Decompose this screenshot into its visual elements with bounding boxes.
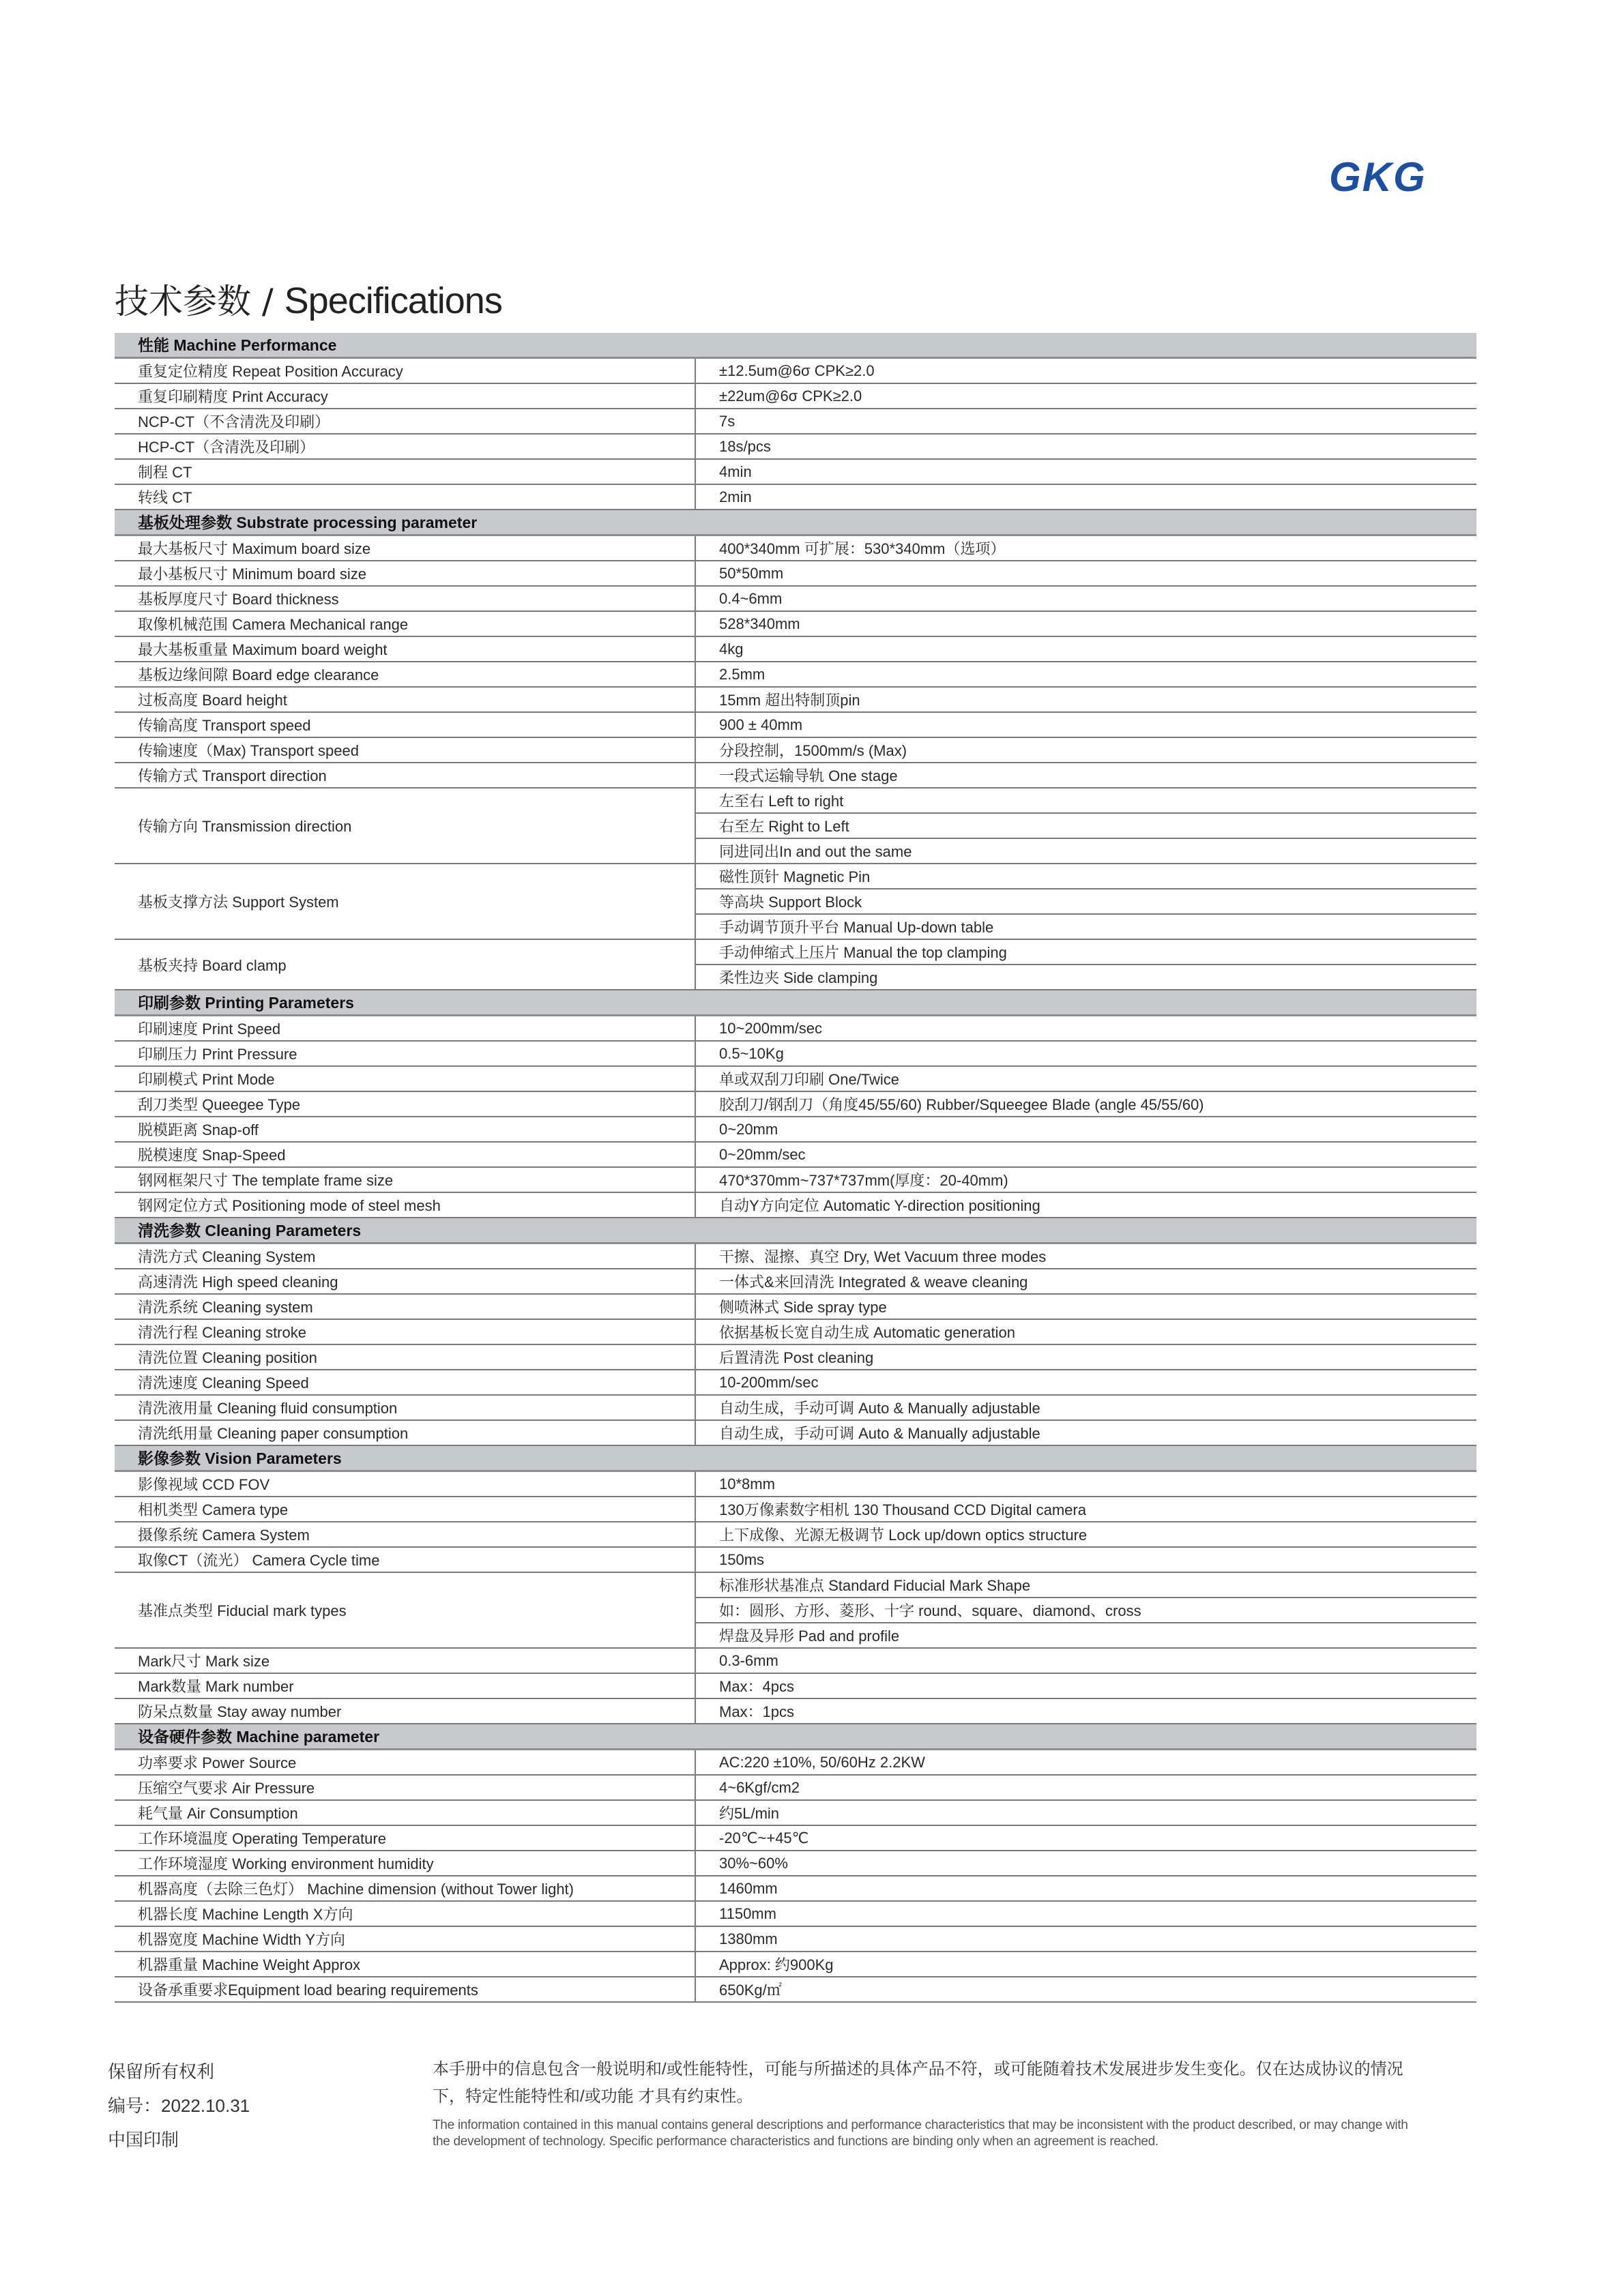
- spec-value: 1150mm: [696, 1902, 1476, 1927]
- section-header: 清洗参数 Cleaning Parameters: [115, 1218, 1476, 1244]
- spec-row: [115, 1320, 1476, 1345]
- spec-values: [696, 1193, 1476, 1218]
- spec-value: -20℃~+45℃: [696, 1826, 1476, 1851]
- spec-value: 0.3-6mm: [696, 1649, 1476, 1674]
- disclaimer-zh: 本手册中的信息包含一般说明和/或性能特性，可能与所描述的具体产品不符，或可能随着技术发展进步发生变化。仅在达成协议的情况下，特定性能特性和/或功能 才具有约束性。: [433, 2060, 1403, 2106]
- spec-label: 设备承重要求Equipment load bearing requirements: [115, 1977, 696, 2003]
- spec-values: [696, 1067, 1476, 1092]
- spec-label: 机器长度 Machine Length X方向: [115, 1902, 696, 1927]
- spec-value: 约5L/min: [696, 1801, 1476, 1826]
- footer-rights-line: 保留所有权利: [108, 2061, 215, 2082]
- spec-label: 印刷速度 Print Speed: [115, 1016, 696, 1042]
- spec-row: [115, 1952, 1476, 1977]
- footer-doc-number: 编号：2022.10.31: [108, 2095, 250, 2116]
- spec-value: 50*50mm: [696, 561, 1476, 587]
- spec-label: 清洗系统 Cleaning system: [115, 1295, 696, 1320]
- spec-values: [696, 763, 1476, 789]
- spec-values: [696, 1320, 1476, 1345]
- spec-label: 摄像系统 Camera System: [115, 1522, 696, 1548]
- spec-label: 相机类型 Camera type: [115, 1497, 696, 1522]
- section-header: 影像参数 Vision Parameters: [115, 1446, 1476, 1472]
- spec-values: [696, 1370, 1476, 1396]
- spec-row: [115, 485, 1476, 510]
- spec-row: [115, 1902, 1476, 1927]
- spec-value: ±12.5um@6σ CPK≥2.0: [696, 359, 1476, 384]
- spec-value: 10~200mm/sec: [696, 1016, 1476, 1042]
- spec-row: [115, 1674, 1476, 1699]
- spec-value: Max：1pcs: [696, 1699, 1476, 1724]
- footer-disclaimer: [433, 2056, 1415, 2150]
- spec-values: [696, 1016, 1476, 1042]
- spec-row: [115, 1522, 1476, 1548]
- spec-values: [696, 713, 1476, 738]
- spec-value: 干擦、湿擦、真空 Dry, Wet Vacuum three modes: [696, 1244, 1476, 1269]
- spec-value: 0.4~6mm: [696, 587, 1476, 612]
- spec-value: 1380mm: [696, 1927, 1476, 1952]
- spec-values: [696, 738, 1476, 763]
- spec-row: [115, 1269, 1476, 1295]
- spec-row: [115, 1345, 1476, 1370]
- spec-label: 制程 CT: [115, 460, 696, 485]
- spec-row: [115, 688, 1476, 713]
- spec-row: [115, 763, 1476, 789]
- spec-values: [696, 409, 1476, 435]
- spec-values: [696, 1851, 1476, 1876]
- spec-row: [115, 1042, 1476, 1067]
- spec-values: [696, 1143, 1476, 1168]
- spec-label: NCP-CT（不含清洗及印刷）: [115, 409, 696, 435]
- spec-value: 7s: [696, 409, 1476, 435]
- spec-value: 依据基板长宽自动生成 Automatic generation: [696, 1320, 1476, 1345]
- spec-row: [115, 1649, 1476, 1674]
- spec-values: [696, 1345, 1476, 1370]
- footer-printed-in: 中国印制: [108, 2130, 179, 2150]
- spec-row: [115, 738, 1476, 763]
- spec-label: 基板支撑方法 Support System: [115, 864, 696, 940]
- spec-label: 最小基板尺寸 Minimum board size: [115, 561, 696, 587]
- spec-value: 30%~60%: [696, 1851, 1476, 1876]
- spec-label: 最大基板尺寸 Maximum board size: [115, 536, 696, 561]
- spec-label: 取像CT（流光） Camera Cycle time: [115, 1548, 696, 1573]
- spec-values: [696, 1750, 1476, 1776]
- spec-row: [115, 637, 1476, 662]
- spec-label: 清洗纸用量 Cleaning paper consumption: [115, 1421, 696, 1446]
- spec-label: 工作环境湿度 Working environment humidity: [115, 1851, 696, 1876]
- spec-values: [696, 1117, 1476, 1143]
- spec-label: 脱模速度 Snap-Speed: [115, 1143, 696, 1168]
- spec-row: [115, 1876, 1476, 1902]
- spec-value: 15mm 超出特制顶pin: [696, 688, 1476, 713]
- spec-row: [115, 612, 1476, 637]
- logo-text: GKG: [1329, 156, 1427, 196]
- spec-row: [115, 587, 1476, 612]
- spec-value: 0.5~10Kg: [696, 1042, 1476, 1067]
- spec-label: 基板厚度尺寸 Board thickness: [115, 587, 696, 612]
- spec-label: Mark尺寸 Mark size: [115, 1649, 696, 1674]
- spec-value: 手动调节顶升平台 Manual Up-down table: [696, 915, 1476, 940]
- spec-values: [696, 1042, 1476, 1067]
- section-header: 性能 Machine Performance: [115, 333, 1476, 359]
- spec-values: [696, 1776, 1476, 1801]
- page-title-zh: 技术参数: [115, 282, 251, 321]
- spec-label: 影像视域 CCD FOV: [115, 1472, 696, 1497]
- spec-values: [696, 561, 1476, 587]
- spec-label: 工作环境温度 Operating Temperature: [115, 1826, 696, 1851]
- spec-label: 钢网框架尺寸 The template frame size: [115, 1168, 696, 1193]
- spec-value: 18s/pcs: [696, 435, 1476, 460]
- spec-values: [696, 1472, 1476, 1497]
- spec-label: 最大基板重量 Maximum board weight: [115, 637, 696, 662]
- spec-value: 等高块 Support Block: [696, 889, 1476, 915]
- spec-values: [696, 1674, 1476, 1699]
- spec-value: 侧喷淋式 Side spray type: [696, 1295, 1476, 1320]
- spec-values: [696, 1244, 1476, 1269]
- spec-values: [696, 1902, 1476, 1927]
- spec-row: [115, 1193, 1476, 1218]
- spec-values: [696, 359, 1476, 384]
- spec-values: [696, 384, 1476, 409]
- spec-value: 自动生成，手动可调 Auto & Manually adjustable: [696, 1421, 1476, 1446]
- spec-row: [115, 713, 1476, 738]
- spec-row: [115, 1143, 1476, 1168]
- spec-values: [696, 1573, 1476, 1649]
- page-title: [115, 274, 502, 323]
- spec-value: 2.5mm: [696, 662, 1476, 688]
- spec-value: 后置清洗 Post cleaning: [696, 1345, 1476, 1370]
- gkg-logo: [1329, 156, 1466, 196]
- spec-value: 柔性边夹 Side clamping: [696, 965, 1476, 990]
- spec-value: 150ms: [696, 1548, 1476, 1573]
- spec-value: 单或双刮刀印刷 One/Twice: [696, 1067, 1476, 1092]
- spec-row: [115, 1092, 1476, 1117]
- spec-values: [696, 662, 1476, 688]
- spec-row: [115, 1421, 1476, 1446]
- footer-rights: [108, 2055, 250, 2157]
- spec-values: [696, 1952, 1476, 1977]
- spec-values: [696, 1168, 1476, 1193]
- spec-row: [115, 1244, 1476, 1269]
- spec-label: 传输方式 Transport direction: [115, 763, 696, 789]
- spec-label: 基板边缘间隙 Board edge clearance: [115, 662, 696, 688]
- spec-row: [115, 940, 1476, 990]
- spec-label: 刮刀类型 Queegee Type: [115, 1092, 696, 1117]
- spec-row: [115, 409, 1476, 435]
- spec-row: [115, 1396, 1476, 1421]
- spec-row: [115, 1776, 1476, 1801]
- spec-row: [115, 1117, 1476, 1143]
- spec-row: [115, 1573, 1476, 1649]
- spec-values: [696, 1876, 1476, 1902]
- spec-values: [696, 1548, 1476, 1573]
- spec-row: [115, 1826, 1476, 1851]
- spec-label: 传输高度 Transport speed: [115, 713, 696, 738]
- spec-label: 钢网定位方式 Positioning mode of steel mesh: [115, 1193, 696, 1218]
- spec-value: 标准形状基准点 Standard Fiducial Mark Shape: [696, 1573, 1476, 1598]
- page-title-en: Specifications: [284, 280, 502, 321]
- spec-row: [115, 1472, 1476, 1497]
- spec-label: 印刷压力 Print Pressure: [115, 1042, 696, 1067]
- spec-value: 左至右 Left to right: [696, 789, 1476, 814]
- spec-row: [115, 1497, 1476, 1522]
- spec-label: 基板夹持 Board clamp: [115, 940, 696, 990]
- spec-row: [115, 1927, 1476, 1952]
- spec-values: [696, 1421, 1476, 1446]
- spec-value: 胶刮刀/钢刮刀（角度45/55/60) Rubber/Squeegee Blade (angle 45/55/60): [696, 1092, 1476, 1117]
- spec-row: [115, 359, 1476, 384]
- spec-row: [115, 1067, 1476, 1092]
- spec-value: 10*8mm: [696, 1472, 1476, 1497]
- spec-value: AC:220 ±10%, 50/60Hz 2.2KW: [696, 1750, 1476, 1776]
- spec-row: [115, 662, 1476, 688]
- spec-value: 一段式运输导轨 One stage: [696, 763, 1476, 789]
- spec-values: [696, 1649, 1476, 1674]
- section-header: 印刷参数 Printing Parameters: [115, 990, 1476, 1016]
- spec-value: 650Kg/㎡: [696, 1977, 1476, 2003]
- spec-value: 470*370mm~737*737mm(厚度：20-40mm): [696, 1168, 1476, 1193]
- spec-label: 传输方向 Transmission direction: [115, 789, 696, 864]
- spec-value: 4~6Kgf/cm2: [696, 1776, 1476, 1801]
- spec-label: 机器重量 Machine Weight Approx: [115, 1952, 696, 1977]
- spec-value: 磁性顶针 Magnetic Pin: [696, 864, 1476, 889]
- page-title-separator: /: [251, 282, 285, 321]
- spec-row: [115, 435, 1476, 460]
- spec-values: [696, 435, 1476, 460]
- spec-values: [696, 864, 1476, 940]
- spec-values: [696, 1699, 1476, 1724]
- spec-value: 1460mm: [696, 1876, 1476, 1902]
- spec-row: [115, 1370, 1476, 1396]
- spec-values: [696, 789, 1476, 864]
- spec-label: 重复印刷精度 Print Accuracy: [115, 384, 696, 409]
- spec-label: 清洗行程 Cleaning stroke: [115, 1320, 696, 1345]
- spec-values: [696, 1826, 1476, 1851]
- spec-row: [115, 1168, 1476, 1193]
- spec-label: 脱模距离 Snap-off: [115, 1117, 696, 1143]
- spec-label: 取像机械范围 Camera Mechanical range: [115, 612, 696, 637]
- spec-values: [696, 612, 1476, 637]
- spec-row: [115, 789, 1476, 864]
- spec-label: 压缩空气要求 Air Pressure: [115, 1776, 696, 1801]
- spec-label: HCP-CT（含清洗及印刷）: [115, 435, 696, 460]
- spec-label: 功率要求 Power Source: [115, 1750, 696, 1776]
- spec-values: [696, 587, 1476, 612]
- section-header: 基板处理参数 Substrate processing parameter: [115, 510, 1476, 536]
- spec-value: 130万像素数字相机 130 Thousand CCD Digital camera: [696, 1497, 1476, 1522]
- spec-values: [696, 485, 1476, 510]
- spec-row: [115, 1801, 1476, 1826]
- spec-label: 机器高度（去除三色灯） Machine dimension (without Tower light): [115, 1876, 696, 1902]
- spec-row: [115, 536, 1476, 561]
- spec-row: [115, 1977, 1476, 2003]
- spec-values: [696, 1269, 1476, 1295]
- spec-label: 重复定位精度 Repeat Position Accuracy: [115, 359, 696, 384]
- spec-value: 焊盘及异形 Pad and profile: [696, 1623, 1476, 1649]
- spec-value: 如：圆形、方形、菱形、十字 round、square、diamond、cross: [696, 1598, 1476, 1623]
- spec-value: Max：4pcs: [696, 1674, 1476, 1699]
- spec-row: [115, 384, 1476, 409]
- spec-value: 一体式&来回清洗 Integrated & weave cleaning: [696, 1269, 1476, 1295]
- disclaimer-en: The information contained in this manual contains general descriptions and performance characteristics that may be inconsistent with the product described, or may change with the development of technology. Specific performance characteristics and functions are binding only when an agreement is reached.: [433, 2118, 1408, 2149]
- spec-row: [115, 864, 1476, 940]
- spec-value: 2min: [696, 485, 1476, 510]
- spec-value: 528*340mm: [696, 612, 1476, 637]
- spec-row: [115, 1699, 1476, 1724]
- spec-value: 上下成像、光源无极调节 Lock up/down optics structure: [696, 1522, 1476, 1548]
- spec-value: 10-200mm/sec: [696, 1370, 1476, 1396]
- spec-table: [115, 333, 1476, 2003]
- spec-label: Mark数量 Mark number: [115, 1674, 696, 1699]
- spec-label: 传输速度（Max) Transport speed: [115, 738, 696, 763]
- spec-value: 手动伸缩式上压片 Manual the top clamping: [696, 940, 1476, 965]
- spec-values: [696, 1801, 1476, 1826]
- spec-value: 分段控制，1500mm/s (Max): [696, 738, 1476, 763]
- spec-label: 基准点类型 Fiducial mark types: [115, 1573, 696, 1649]
- spec-values: [696, 637, 1476, 662]
- spec-values: [696, 1522, 1476, 1548]
- spec-label: 清洗液用量 Cleaning fluid consumption: [115, 1396, 696, 1421]
- spec-row: [115, 561, 1476, 587]
- spec-value: 自动生成，手动可调 Auto & Manually adjustable: [696, 1396, 1476, 1421]
- section-header: 设备硬件参数 Machine parameter: [115, 1724, 1476, 1750]
- spec-row: [115, 1750, 1476, 1776]
- spec-row: [115, 1548, 1476, 1573]
- spec-label: 印刷模式 Print Mode: [115, 1067, 696, 1092]
- spec-value: 同进同出In and out the same: [696, 839, 1476, 864]
- spec-label: 转线 CT: [115, 485, 696, 510]
- spec-row: [115, 1295, 1476, 1320]
- spec-row: [115, 1851, 1476, 1876]
- spec-value: 右至左 Right to Left: [696, 814, 1476, 839]
- gkg-logo-mark: [1329, 156, 1466, 196]
- spec-value: Approx: 约900Kg: [696, 1952, 1476, 1977]
- spec-values: [696, 536, 1476, 561]
- spec-label: 清洗速度 Cleaning Speed: [115, 1370, 696, 1396]
- spec-value: 0~20mm: [696, 1117, 1476, 1143]
- spec-values: [696, 1497, 1476, 1522]
- spec-values: [696, 1977, 1476, 2003]
- spec-label: 清洗位置 Cleaning position: [115, 1345, 696, 1370]
- spec-label: 清洗方式 Cleaning System: [115, 1244, 696, 1269]
- spec-values: [696, 1396, 1476, 1421]
- spec-values: [696, 460, 1476, 485]
- spec-value: 400*340mm 可扩展：530*340mm（选项）: [696, 536, 1476, 561]
- spec-label: 防呆点数量 Stay away number: [115, 1699, 696, 1724]
- spec-label: 机器宽度 Machine Width Y方向: [115, 1927, 696, 1952]
- spec-label: 耗气量 Air Consumption: [115, 1801, 696, 1826]
- spec-value: ±22um@6σ CPK≥2.0: [696, 384, 1476, 409]
- spec-value: 0~20mm/sec: [696, 1143, 1476, 1168]
- spec-row: [115, 460, 1476, 485]
- spec-value: 自动Y方向定位 Automatic Y-direction positioning: [696, 1193, 1476, 1218]
- spec-value: 4min: [696, 460, 1476, 485]
- spec-values: [696, 1295, 1476, 1320]
- spec-values: [696, 688, 1476, 713]
- spec-label: 高速清洗 High speed cleaning: [115, 1269, 696, 1295]
- spec-value: 4kg: [696, 637, 1476, 662]
- spec-label: 过板高度 Board height: [115, 688, 696, 713]
- spec-values: [696, 1092, 1476, 1117]
- spec-value: 900 ± 40mm: [696, 713, 1476, 738]
- spec-row: [115, 1016, 1476, 1042]
- spec-values: [696, 1927, 1476, 1952]
- spec-values: [696, 940, 1476, 990]
